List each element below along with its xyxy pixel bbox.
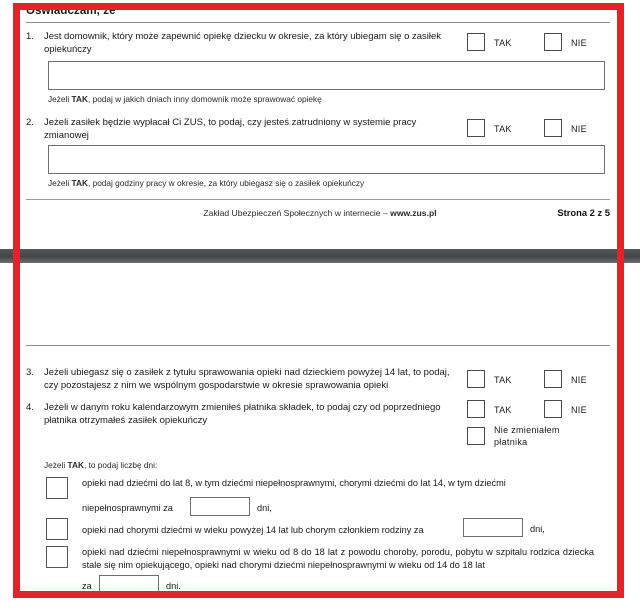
days-item-1-checkbox[interactable] xyxy=(46,477,68,499)
question-3-no-checkbox[interactable] xyxy=(544,370,562,388)
question-4-number: 4. xyxy=(26,402,34,413)
footer-institution-text: Zakład Ubezpieczeń Społecznych w internecie – xyxy=(203,208,391,218)
question-1-no-label: NIE xyxy=(571,38,587,48)
question-1-yes-label: TAK xyxy=(494,38,512,48)
question-2-text: Jeżeli zasiłek będzie wypłacał Ci ZUS, to podaj, czy jesteś zatrudniony w systemie pracy zmianowej xyxy=(44,117,417,141)
question-1-no-checkbox[interactable] xyxy=(544,33,562,51)
question-2-number: 2. xyxy=(26,117,34,128)
question-3-no-label: NIE xyxy=(571,375,587,385)
question-2-yes-label: TAK xyxy=(494,124,512,134)
question-3-number: 3. xyxy=(26,367,34,378)
question-3-yes-label: TAK xyxy=(494,375,512,385)
days-intro-bold: TAK xyxy=(67,460,84,470)
days-intro-suffix: , to podaj liczbę dni: xyxy=(83,460,158,470)
question-2-no-checkbox[interactable] xyxy=(544,119,562,137)
question-3-text: Jeżeli ubiegasz się o zasiłek z tytułu sprawowania opieki nad dzieckiem powyżej 14 lat, to podaj, czy pozostajesz z nim we wspólnym gospodarstwie w okresie sprawowania opieki xyxy=(44,367,450,391)
days-intro-prefix: Jeżeli xyxy=(44,460,68,470)
days-item-2-text: opieki nad chorymi dziećmi w wieku powyżej 14 lat lub chorym członkiem rodziny za xyxy=(82,525,424,535)
footer-divider xyxy=(26,199,610,200)
days-item-1-input[interactable] xyxy=(190,497,250,516)
question-4-unchanged-payer-checkbox[interactable] xyxy=(467,427,485,445)
question-2-answer-box[interactable] xyxy=(48,145,605,174)
page-title: Oświadczam, że xyxy=(26,5,116,17)
days-item-3-za-label: za xyxy=(82,581,92,591)
question-2-hint-bold: TAK xyxy=(71,178,88,188)
question-4-no-checkbox[interactable] xyxy=(544,400,562,418)
question-2-hint xyxy=(48,178,364,188)
days-item-2-unit: dni, xyxy=(530,524,545,534)
question-1-hint-prefix: Jeżeli xyxy=(48,94,72,104)
days-item-1-text: opieki nad dziećmi do lat 8, w tym dziećmi niepełnosprawnymi, chorymi dziećmi do lat 14, w tym dziećmi xyxy=(82,478,506,488)
question-1-hint-bold: TAK xyxy=(71,94,88,104)
question-1-hint-suffix: , podaj w jakich dniach inny domownik może sprawować opiekę xyxy=(87,94,322,104)
question-1-answer-box[interactable] xyxy=(48,61,605,90)
question-4-yes-label: TAK xyxy=(494,405,512,415)
page-fragment-top xyxy=(0,0,640,249)
question-2-yes-checkbox[interactable] xyxy=(467,119,485,137)
header-divider-lower xyxy=(26,345,610,346)
days-item-3-text: opieki nad dziećmi niepełnosprawnymi w wieku od 8 do 18 lat z powodu choroby, porodu, pobytu w szpitalu rodzica dziecka stale się nim opiekującego, opieki nad chorymi dziećmi niepełnosprawnymi w wieku od 14 do 18 lat xyxy=(82,547,594,570)
question-3-yes-checkbox[interactable] xyxy=(467,370,485,388)
question-1-text: Jest domownik, który może zapewnić opiekę dziecku w okresie, za który ubiegam się o zasiłek opiekuńczy xyxy=(44,31,442,55)
days-item-3-input[interactable] xyxy=(99,575,159,594)
days-item-3-unit: dni. xyxy=(166,581,181,591)
question-1-yes-checkbox[interactable] xyxy=(467,33,485,51)
question-2-no-label: NIE xyxy=(571,124,587,134)
question-1-number: 1. xyxy=(26,31,34,42)
days-section-intro xyxy=(44,460,157,470)
question-4-no-label: NIE xyxy=(571,405,587,415)
question-1-hint xyxy=(48,94,322,104)
days-item-2-checkbox[interactable] xyxy=(46,518,68,540)
title-divider xyxy=(26,22,610,23)
question-2-hint-suffix: , podaj godziny pracy w okresie, za który ubiegasz się o zasiłek opiekuńczy xyxy=(87,178,365,188)
footer-page-number: Strona 2 z 5 xyxy=(557,207,610,218)
question-4-text: Jeżeli w danym roku kalendarzowym zmieniłeś płatnika składek, to podaj czy od poprzedniego płatnika otrzymałeś zasiłek opiekuńczy xyxy=(44,402,441,426)
days-item-2-input[interactable] xyxy=(463,518,523,537)
question-2-hint-prefix: Jeżeli xyxy=(48,178,72,188)
footer-institution xyxy=(0,208,640,218)
days-item-1-text-cont: niepełnosprawnymi za xyxy=(82,503,173,513)
days-item-1-unit: dni, xyxy=(257,503,272,513)
page-separator-band xyxy=(0,249,640,263)
question-4-unchanged-payer-label: Nie zmieniałem płatnika xyxy=(494,425,560,447)
footer-website-link[interactable]: www.zus.pl xyxy=(390,208,437,218)
question-4-yes-checkbox[interactable] xyxy=(467,400,485,418)
days-item-3-checkbox[interactable] xyxy=(46,546,68,568)
